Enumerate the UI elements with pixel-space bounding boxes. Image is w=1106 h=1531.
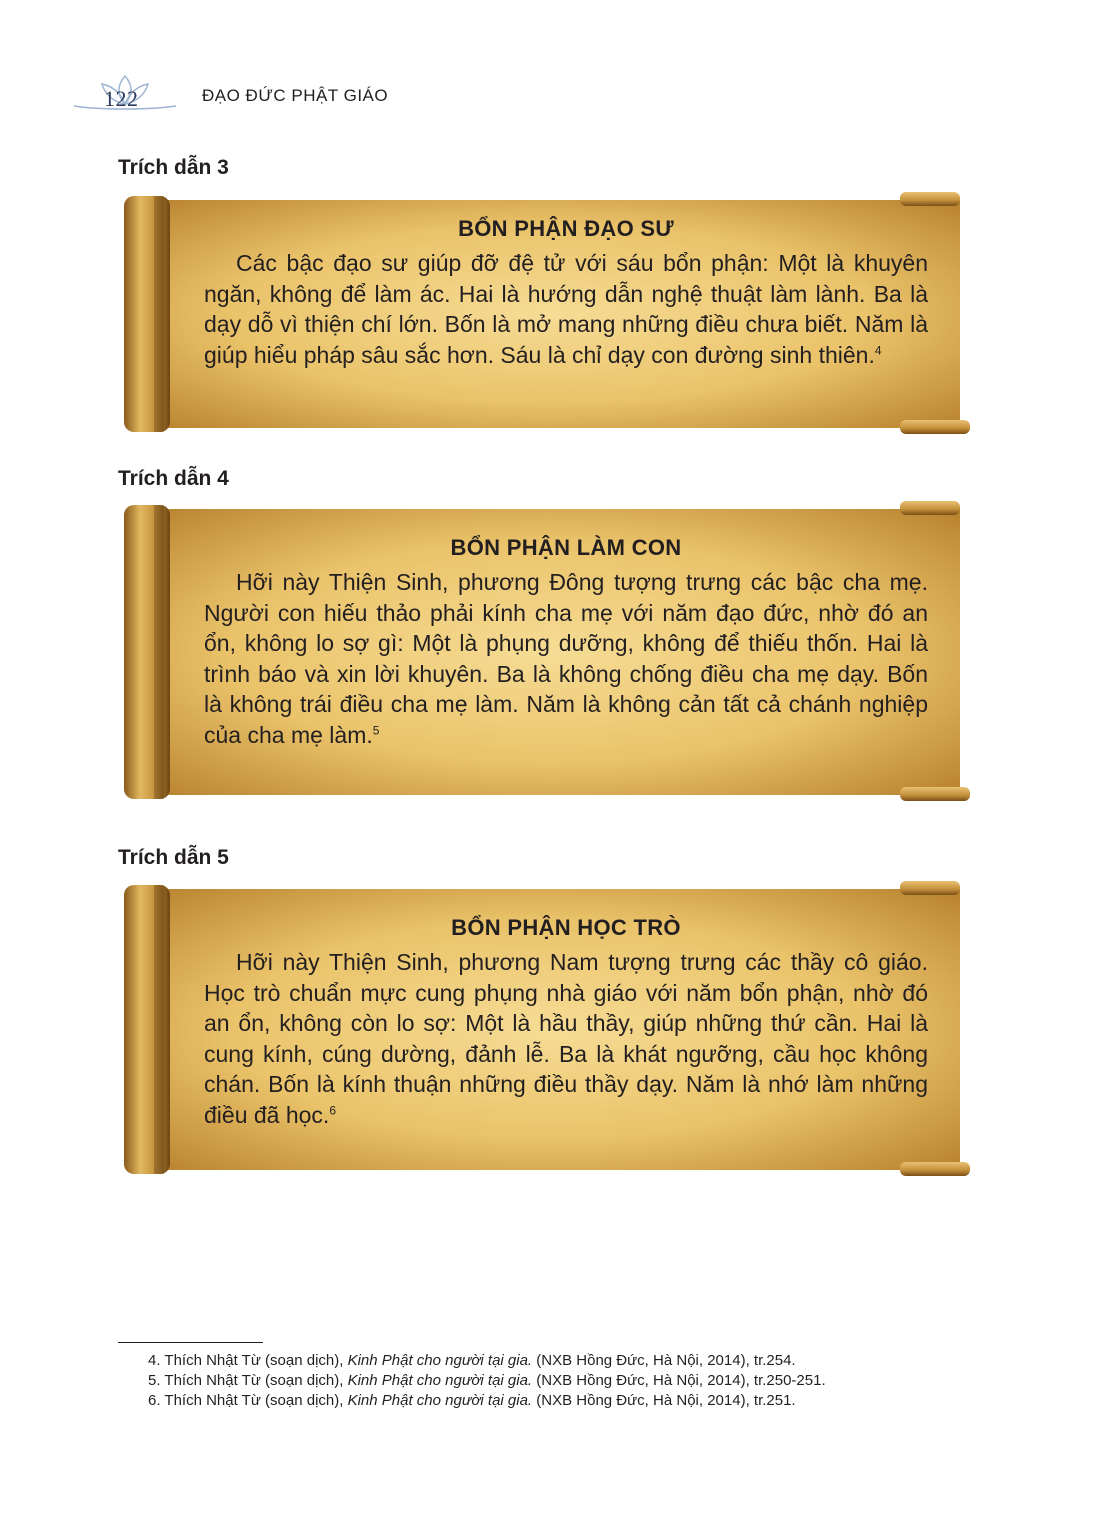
footnote-publisher: (NXB Hồng Đức, Hà Nội, 2014), tr.251. (532, 1392, 796, 1409)
scroll-content (204, 216, 928, 370)
scroll-title: BỔN PHẬN LÀM CON (450, 535, 682, 560)
footnote-title: Kinh Phật cho người tại gia. (347, 1372, 533, 1389)
footnote-item (118, 1371, 988, 1391)
running-title: ĐẠO ĐỨC PHẬT GIÁO (202, 86, 389, 105)
footnote-publisher: (NXB Hồng Đức, Hà Nội, 2014), tr.254. (532, 1352, 796, 1369)
footnote-publisher: (NXB Hồng Đức, Hà Nội, 2014), tr.250-251. (532, 1372, 826, 1389)
footnote-ref: 5 (372, 722, 380, 737)
footnote-ref: 4 (874, 342, 882, 357)
footnote-author: 5. Thích Nhật Từ (soạn dịch), (148, 1372, 348, 1389)
scroll-body (204, 248, 928, 370)
scroll-body (204, 567, 928, 750)
lotus-ornament (70, 72, 180, 116)
scroll-content (204, 915, 928, 1130)
footnote-divider (118, 1342, 263, 1343)
page-number: 122 (104, 86, 139, 111)
scroll-title: BỔN PHẬN ĐẠO SƯ (458, 216, 674, 241)
quote-label: Trích dẫn 5 (118, 846, 229, 869)
page-header (70, 72, 470, 122)
body-text: Hỡi này Thiện Sinh, phương Đông tượng trưng các bậc cha mẹ. Người con hiếu thảo phải kính cha mẹ với năm đạo đức, nhờ đó an ổn, không lo sợ gì: Một là phụng dưỡng, không để thiếu thốn. Hai là trình báo và xin lời khuyên. Ba là không chống điều cha mẹ dạy. Bốn là không trái điều cha mẹ làm. Năm là không cản tất cả chánh nghiệp của cha mẹ làm. (204, 569, 928, 748)
footnotes (118, 1351, 988, 1411)
footnote-item (118, 1351, 988, 1371)
quote-label: Trích dẫn 3 (118, 156, 229, 179)
footnote-author: 6. Thích Nhật Từ (soạn dịch), (148, 1392, 348, 1409)
footnote-author: 4. Thích Nhật Từ (soạn dịch), (148, 1352, 348, 1369)
body-text: Các bậc đạo sư giúp đỡ đệ tử với sáu bổn phận: Một là khuyên ngăn, không để làm ác. Hai là hướng dẫn nghệ thuật làm lành. Ba là dạy dỗ vì thiện chí lớn. Bốn là mở mang những điều chưa biết. Năm là giúp hiểu pháp sâu sắc hơn. Sáu là chỉ dạy con đường sinh thiên. (204, 250, 928, 368)
footnote-ref: 6 (329, 1102, 337, 1117)
parchment-scroll (110, 877, 990, 1182)
footnote-title: Kinh Phật cho người tại gia. (347, 1352, 533, 1369)
scroll-content (204, 535, 928, 750)
scroll-body (204, 947, 928, 1130)
footnote-title: Kinh Phật cho người tại gia. (347, 1392, 533, 1409)
parchment-scroll (110, 497, 990, 807)
parchment-scroll (110, 188, 990, 440)
quote-label: Trích dẫn 4 (118, 467, 229, 490)
body-text: Hỡi này Thiện Sinh, phương Nam tượng trưng các thầy cô giáo. Học trò chuẩn mực cung phụng nhà giáo với năm bổn phận, nhờ đó an ổn, không còn lo sợ: Một là hầu thầy, giúp những thứ cần. Hai là cung kính, cúng dường, đảnh lễ. Ba là khát ngưỡng, cầu học không chán. Bốn là kính thuận những điều thầy dạy. Năm là nhớ làm những điều đã học. (204, 949, 928, 1128)
footnote-item (118, 1391, 988, 1411)
scroll-title: BỔN PHẬN HỌC TRÒ (451, 915, 681, 940)
